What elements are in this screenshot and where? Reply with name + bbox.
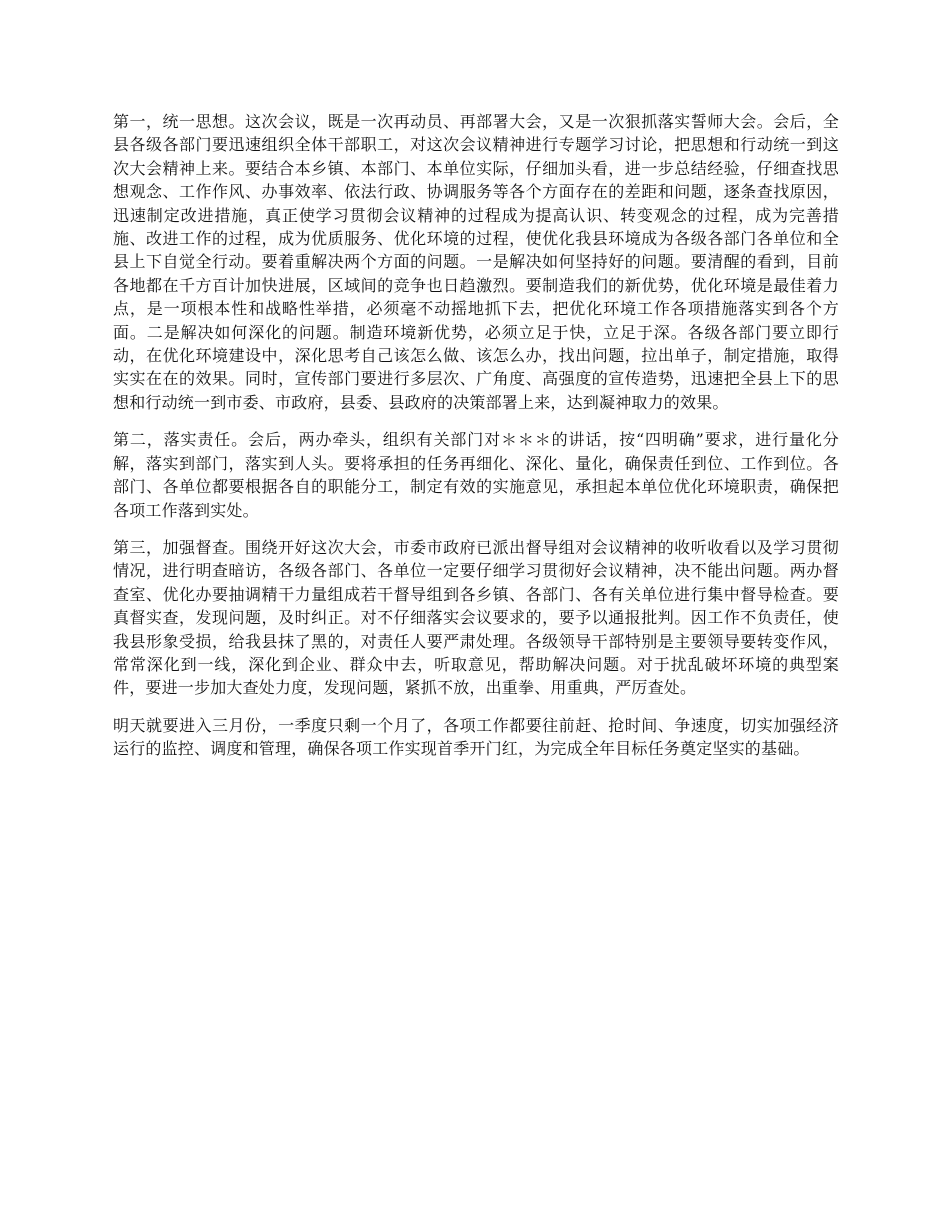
paragraph-strengthen-supervision: 第三，加强督查。围绕开好这次大会，市委市政府已派出督导组对会议精神的收听收看以及学习贯彻情况，进行明查暗访，各级各部门、各单位一定要仔细学习贯彻好会议精神，决不能出问题。两办督查室、优化办要抽调精干力量组成若干督导组到各乡镇、各部门、各有关单位进行集中督导检查。要真督实查，发现问题，及时纠正。对不仔细落实会议要求的，要予以通报批判。因工作不负责任，使我县形象受损，给我县抹了黑的，对责任人要严肃处理。各级领导干部特别是主要领导要转变作风，常常深化到一线，深化到企业、群众中去，听取意见，帮助解决问题。对于扰乱破坏环境的典型案件，要进一步加大查处力度，发现问题，紧抓不放，出重拳、用重典，严厉查处。 <box>113 537 839 698</box>
document-body <box>113 110 839 775</box>
paragraph-unify-thinking: 第一，统一思想。这次会议，既是一次再动员、再部署大会，又是一次狠抓落实誓师大会。会后，全县各级各部门要迅速组织全体干部职工，对这次会议精神进行专题学习讨论，把思想和行动统一到这次大会精神上来。要结合本乡镇、本部门、本单位实际，仔细加头看，进一步总结经验，仔细查找思想观念、工作作风、办事效率、依法行政、协调服务等各个方面存在的差距和问题，逐条查找原因，迅速制定改进措施，真正使学习贯彻会议精神的过程成为提高认识、转变观念的过程，成为完善措施、改进工作的过程，成为优质服务、优化环境的过程，使优化我县环境成为各级各部门各单位和全县上下自觉全行动。要着重解决两个方面的问题。一是解决如何坚持好的问题。要清醒的看到，目前各地都在千方百计加快进展，区域间的竞争也日趋激烈。要制造我们的新优势，优化环境是最佳着力点，是一项根本性和战略性举措，必须毫不动摇地抓下去，把优化环境工作各项措施落实到各个方面。二是解决如何深化的问题。制造环境新优势，必须立足于快，立足于深。各级各部门要立即行动，在优化环境建设中，深化思考自己该怎么做、该怎么办，找出问题，拉出单子，制定措施，取得实实在在的效果。同时，宣传部门要进行多层次、广角度、高强度的宣传造势，迅速把全县上下的思想和行动统一到市委、市政府，县委、县政府的决策部署上来，达到凝神取力的效果。 <box>113 112 839 412</box>
paragraph-implement-responsibility: 第二，落实责任。会后，两办牵头，组织有关部门对＊＊＊的讲话，按“四明确”要求，进行量化分解，落实到部门，落实到人头。要将承担的任务再细化、深化、量化，确保责任到位、工作到位。各部门、各单位都要根据各自的职能分工，制定有效的实施意见，承担起本单位优化环境职责，确保把各项工作落到实处。 <box>113 430 839 520</box>
paragraph-closing: 明天就要进入三月份，一季度只剩一个月了，各项工作都要往前赶、抢时间、争速度，切实加强经济运行的监控、调度和管理，确保各项工作实现首季开门红，为完成全年目标任务奠定坚实的基础。 <box>113 715 839 759</box>
